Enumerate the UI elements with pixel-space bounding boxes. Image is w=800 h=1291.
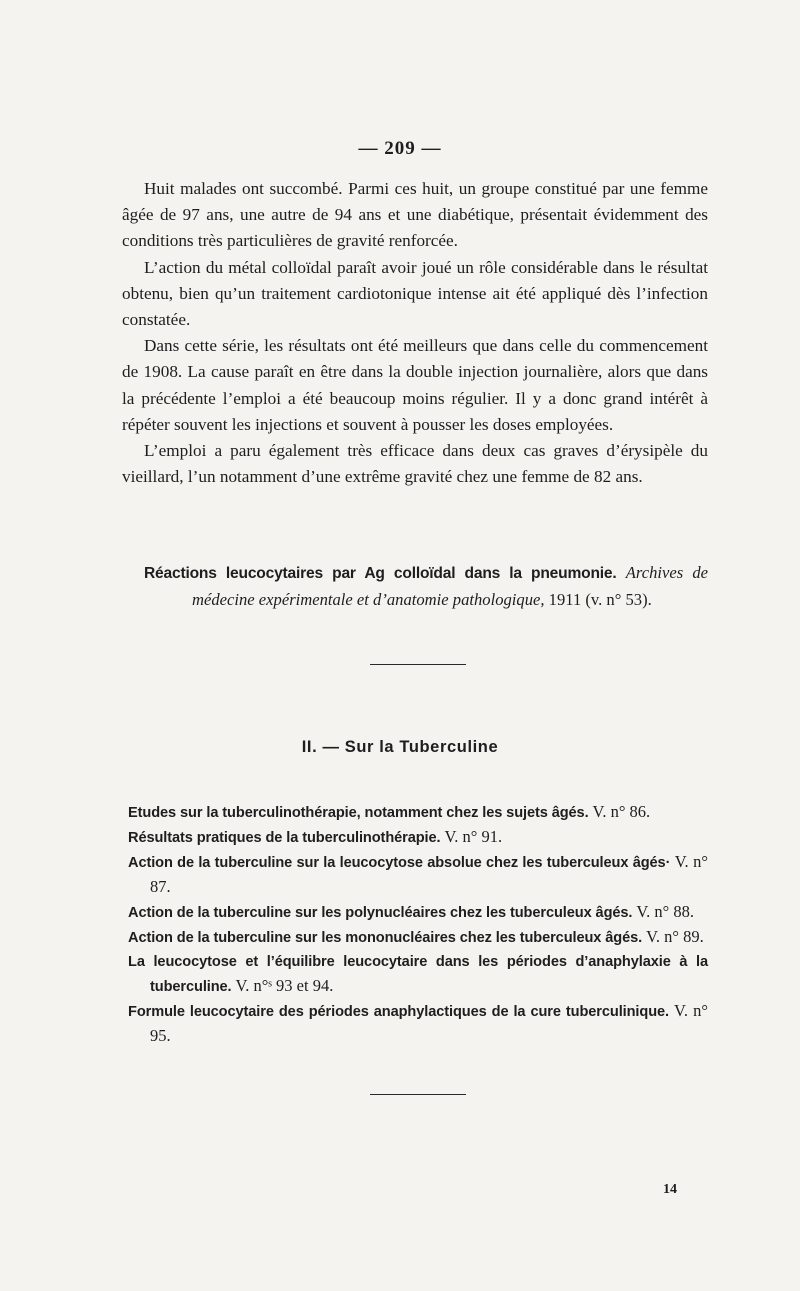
paragraph: Huit malades ont succombé. Parmi ces huit, un groupe constitué par une femme âgée de 97 ans, une autre de 94 ans et une diabétique, présentait évidemment des conditions très particulières de gravité renforcée. xyxy=(122,179,708,251)
publication-list xyxy=(128,800,708,1049)
publication-ref: V. n° 86. xyxy=(592,802,651,821)
publication-ref: V. n° 87. xyxy=(150,852,709,896)
publication-item xyxy=(128,950,708,999)
body-text xyxy=(122,176,708,490)
publication-ref: V. n°ˢ 93 et 94. xyxy=(235,976,334,995)
paragraph: L’emploi a paru également très efficace dans deux cas graves d’érysipèle du vieillard, l’un notamment d’une extrême gravité chez une femme de 82 ans. xyxy=(122,441,708,487)
page-number: — 209 — xyxy=(358,138,442,159)
publication-ref: V. n° 91. xyxy=(444,827,503,846)
paragraph: Dans cette série, les résultats ont été meilleurs que dans celle du commencement de 1908. La cause paraît en être dans la double injection journalière, alors que dans la précédente l’emploi a été beaucoup moins régulier. Il y a donc grand intérêt à répéter souvent les injections et souvent à pousser les doses employées. xyxy=(122,336,708,434)
separator-rule xyxy=(370,1094,466,1095)
publication-ref: V. n° 88. xyxy=(636,902,695,921)
reference-journal: Archives de médecine expérimentale et d’anatomie pathologique, xyxy=(192,563,709,609)
signature-mark: 14 xyxy=(663,1182,677,1197)
publication-item xyxy=(128,800,708,825)
publication-item xyxy=(128,999,708,1049)
publication-title: Action de la tuberculine sur la leucocytose absolue chez les tuberculeux âgés· xyxy=(128,855,671,871)
publication-title: La leucocytose et l’équilibre leucocytaire dans les périodes d’anaphylaxie à la tuberculine. xyxy=(128,954,708,995)
publication-title: Résultats pratiques de la tuberculinothérapie. xyxy=(128,830,441,846)
publication-title: Action de la tuberculine sur les mononucléaires chez les tuberculeux âgés. xyxy=(128,930,643,946)
publication-item xyxy=(128,925,708,950)
reference-details: 1911 (v. n° 53). xyxy=(548,590,652,609)
publication-title: Etudes sur la tuberculinothérapie, notamment chez les sujets âgés. xyxy=(128,805,589,821)
paragraph: L’action du métal colloïdal paraît avoir joué un rôle considérable dans le résultat obtenu, bien qu’un traitement cardiotonique intense ait été appliqué dès l’infection constatée. xyxy=(122,257,708,330)
publication-ref: V. n° 95. xyxy=(150,1001,708,1045)
publication-ref: V. n° 89. xyxy=(646,927,704,946)
publication-item xyxy=(128,900,708,925)
reference-entry xyxy=(122,560,708,613)
publication-title: Formule leucocytaire des périodes anaphylactiques de la cure tuberculinique. xyxy=(128,1004,669,1020)
section-title: II. — Sur la Tuberculine xyxy=(301,738,499,756)
publication-item xyxy=(128,850,708,900)
reference-title: Réactions leucocytaires par Ag colloïdal dans la pneumonie. xyxy=(144,565,617,582)
separator-rule xyxy=(370,664,466,665)
publication-item xyxy=(128,825,708,850)
publication-title: Action de la tuberculine sur les polynucléaires chez les tuberculeux âgés. xyxy=(128,905,633,921)
